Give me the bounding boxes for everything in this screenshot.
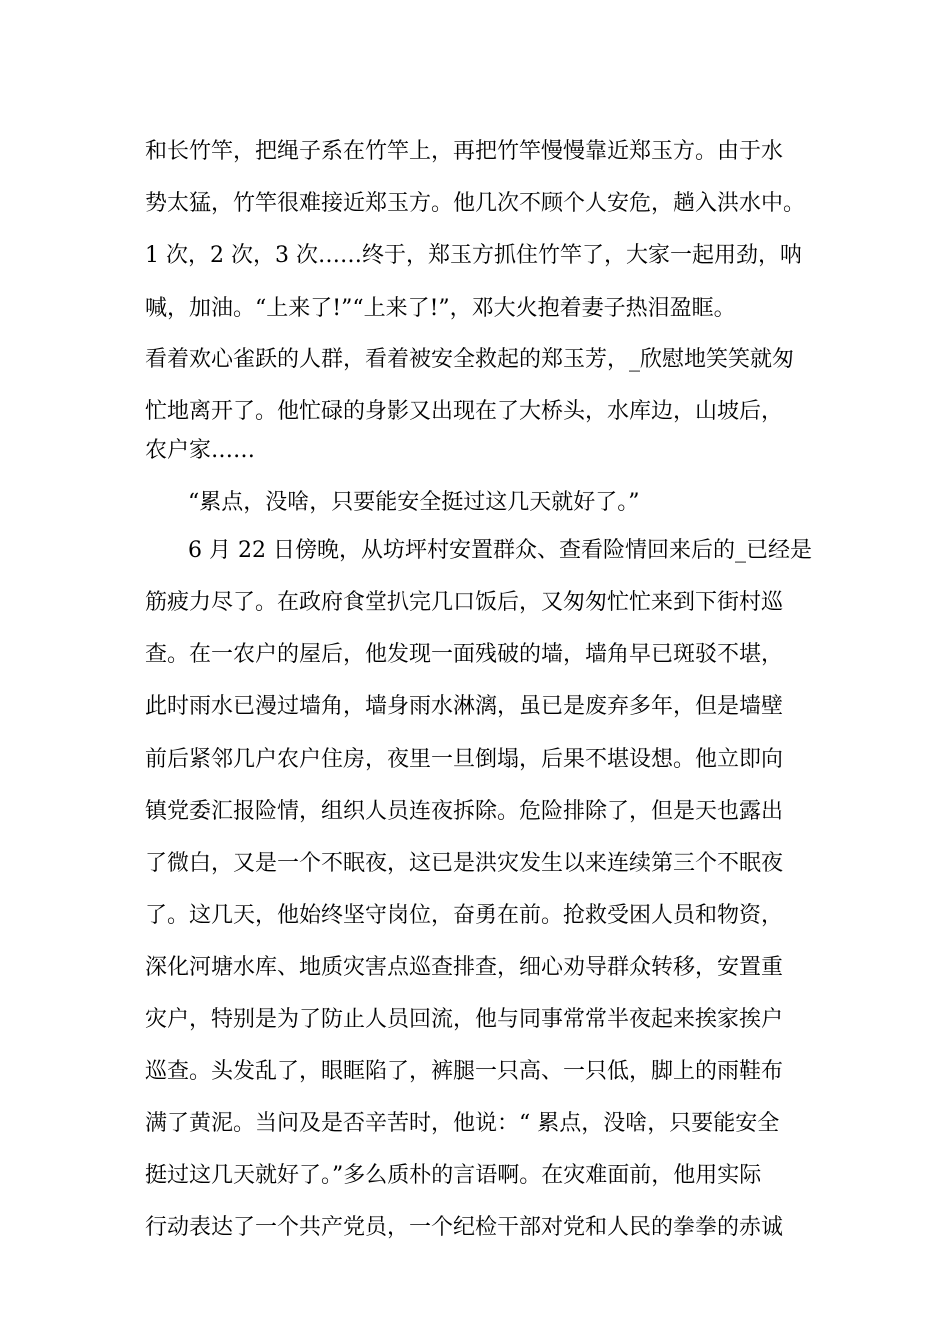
text-line: 喊，加油。“上来了!”“上来了!”，邓大火抱着妻子热泪盈眶。 bbox=[145, 296, 736, 321]
text-line: 1 次，2 次，3 次……终于，郑玉方抓住竹竿了，大家一起用劲，呐 bbox=[145, 243, 802, 268]
text-line: 前后紧邻几户农户住房，夜里一旦倒塌，后果不堪设想。他立即向 bbox=[145, 747, 784, 772]
text-line: 看着欢心雀跃的人群，看着被安全救起的郑玉芳，_欣慰地笑笑就匆 bbox=[145, 347, 795, 372]
text-line: 灾户，特别是为了防止人员回流，他与同事常常半夜起来挨家挨户 bbox=[145, 1007, 784, 1032]
text-line: 查。在一农户的屋后，他发现一面残破的墙，墙角早已斑驳不堪， bbox=[145, 642, 784, 667]
text-line: 行动表达了一个共产党员，一个纪检干部对党和人民的拳拳的赤诚 bbox=[145, 1215, 784, 1240]
text-line: 深化河塘水库、地质灾害点巡查排查，细心劝导群众转移，安置重 bbox=[145, 955, 784, 980]
text-line: 农户家…… bbox=[145, 438, 256, 463]
text-line: 忙地离开了。他忙碌的身影又出现在了大桥头，水库边，山坡后， bbox=[145, 399, 784, 424]
text-line: 势太猛，竹竿很难接近郑玉方。他几次不顾个人安危，趟入洪水中。 bbox=[145, 191, 806, 216]
text-line: 挺过这几天就好了。”多么质朴的言语啊。在灾难面前，他用实际 bbox=[145, 1163, 762, 1188]
text-line: 巡查。头发乱了，眼眶陷了，裤腿一只高、一只低，脚上的雨鞋布 bbox=[145, 1059, 784, 1084]
text-line: 和长竹竿，把绳子系在竹竿上，再把竹竿慢慢靠近郑玉方。由于水 bbox=[145, 139, 784, 164]
text-line: 镇党委汇报险情，组织人员连夜拆除。危险排除了，但是天也露出 bbox=[145, 799, 784, 824]
text-line: 筋疲力尽了。在政府食堂扒完几口饭后，又匆匆忙忙来到下街村巡 bbox=[145, 590, 784, 615]
text-line: 此时雨水已漫过墙角，墙身雨水淋漓，虽已是废弃多年，但是墙壁 bbox=[145, 694, 784, 719]
text-line-quote: “累点，没啥，只要能安全挺过这几天就好了。” bbox=[188, 490, 640, 515]
text-line: 了微白，又是一个不眠夜，这已是洪灾发生以来连续第三个不眠夜 bbox=[145, 851, 784, 876]
text-line: 了。这几天，他始终坚守岗位，奋勇在前。抢救受困人员和物资， bbox=[145, 903, 784, 928]
text-line: 满了黄泥。当问及是否辛苦时，他说：“ 累点，没啥，只要能安全 bbox=[145, 1111, 780, 1136]
paragraph-start-line: 6 月 22 日傍晚，从坊坪村安置群众、查看险情回来后的_已经是 bbox=[188, 538, 812, 563]
